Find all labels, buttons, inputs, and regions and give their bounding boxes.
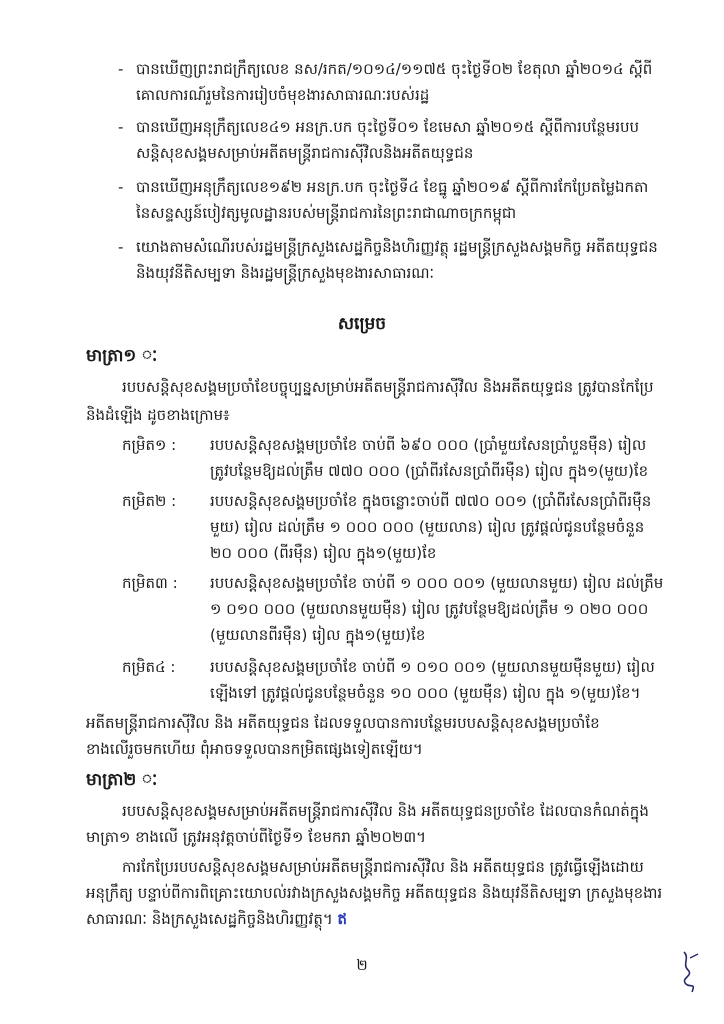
article-2-para-2-line-1: ការកែប្រែរបបសន្តិសុខសង្គមសម្រាប់អតីតមន្ត្រីរាជការស៊ីវិល និង អតីតយុទ្ធជន ត្រូវធ្វើឡើងដោយ bbox=[122, 858, 644, 876]
bullet-2-line-2: សន្តិសុខសង្គមសម្រាប់អតីតមន្ត្រីរាជការស៊ីវិលនិងអតីតយុទ្ធជន bbox=[136, 144, 474, 162]
level-1-line-1: របបសន្តិសុខសង្គមប្រចាំខែ ចាប់ពី ៦៩០ ០០០ (ប្រាំមួយសែនប្រាំបួនម៉ឺន) រៀល bbox=[210, 436, 647, 454]
article-1-title: មាត្រា១ ៈ bbox=[86, 346, 158, 366]
signature-mark bbox=[676, 948, 706, 996]
level-2-line-3: ២០ ០០០ (ពីរម៉ឺន) រៀល ក្នុង១(មួយ)ខែ bbox=[210, 544, 437, 562]
article-1-intro-line-1: របបសន្តិសុខសង្គមប្រចាំខែបច្ចុប្បន្នសម្រាប់អតីតមន្ត្រីរាជការស៊ីវិល និងអតីតយុទ្ធជន ត្រូវបានកែប្រែ bbox=[122, 378, 654, 396]
level-1-label: កម្រិត១ : bbox=[122, 436, 177, 454]
bullet-3-line-1: បានឃើញអនុក្រឹត្យលេខ១៩២ អនក្រ.បក ចុះថ្ងៃទី៤ ខែធ្នូ ឆ្នាំ២០១៩ ស្តីពីការកែប្រែតម្លៃឯកតា bbox=[136, 178, 649, 196]
level-2-line-2: មួយ) រៀល ដល់ត្រឹម ១ ០០០ ០០០ (មួយលាន) រៀល ត្រូវផ្តល់ជូនបន្ថែមចំនួន bbox=[210, 518, 645, 536]
decision-heading: សម្រេច bbox=[337, 314, 387, 334]
bullet-dash: - bbox=[118, 178, 124, 196]
bullet-dash: - bbox=[118, 238, 124, 256]
bullet-2-line-1: បានឃើញអនុក្រឹត្យលេខ៤១ អនក្រ.បក ចុះថ្ងៃទី០១ ខែមេសា ឆ្នាំ២០១៥ ស្តីពីការបន្ថែមរបប bbox=[136, 118, 640, 136]
level-3-label: កម្រិត៣ : bbox=[122, 574, 178, 592]
bullet-1-line-2: គោលការណ៍រួមនៃការរៀបចំមុខងារសាធារណៈរបស់រដ្ឋ bbox=[136, 86, 430, 104]
level-3-line-3: (មួយលានពីរម៉ឺន) រៀល ក្នុង១(មួយ)ខែ bbox=[210, 626, 426, 644]
bullet-dash: - bbox=[118, 118, 124, 136]
article-1-intro-line-2: និងដំឡើង ដូចខាងក្រោម៖ bbox=[86, 406, 230, 424]
bullet-4-line-2: និងយុវនីតិសម្បទា និងរដ្ឋមន្ត្រីក្រសួងមុខងារសាធារណៈ bbox=[136, 264, 435, 282]
article-2-para-2-line-2: អនុក្រឹត្យ បន្ទាប់ពីការពិគ្រោះយោបល់រវាងក្រសួងសង្គមកិច្ច អតីតយុទ្ធជន និងយុវនីតិសម្បទា ក្រសួងមុខងារ bbox=[86, 884, 663, 902]
level-4-line-1: របបសន្តិសុខសង្គមប្រចាំខែ ចាប់ពី ១ ០១០ ០០១ (មួយលានមួយម៉ឺនមួយ) រៀល bbox=[210, 658, 655, 676]
bullet-dash: - bbox=[118, 60, 124, 78]
bullet-1-line-1: បានឃើញព្រះរាជក្រឹត្យលេខ នស/រកត/១០១៤/១១៧៥ ចុះថ្ងៃទី០២ ខែតុលា ឆ្នាំ២០១៤ ស្តីពី bbox=[136, 60, 653, 78]
article-1-closing-line-1: អតីតមន្ត្រីរាជការស៊ីវិល និង អតីតយុទ្ធជន ដែលទទួលបានការបន្ថែមរបបសន្តិសុខសង្គមប្រចាំខែ bbox=[86, 714, 600, 732]
handwritten-initial: ឥ bbox=[337, 910, 348, 928]
article-2-title: មាត្រា២ ៈ bbox=[86, 770, 158, 790]
article-2-para-2-line-3-text: សាធារណៈ និងក្រសួងសេដ្ឋកិច្ចនិងហិរញ្ញវត្ថុ។ bbox=[86, 910, 333, 928]
level-3-line-1: របបសន្តិសុខសង្គមប្រចាំខែ ចាប់ពី ១ ០០០ ០០១ (មួយលានមួយ) រៀល ដល់ត្រឹម bbox=[210, 574, 664, 592]
level-2-line-1: របបសន្តិសុខសង្គមប្រចាំខែ ក្នុងចន្លោះចាប់ពី ៧៧០ ០០១ (ប្រាំពីរសែនប្រាំពីរម៉ឺន bbox=[210, 492, 652, 510]
bullet-4-line-1: យោងតាមសំណើរបស់រដ្ឋមន្ត្រីក្រសួងសេដ្ឋកិច្ចនិងហិរញ្ញវត្ថុ រដ្ឋមន្ត្រីក្រសួងសង្គមកិច្ច អតីតយុទ្ធជន bbox=[136, 238, 658, 256]
page-number: ២ bbox=[356, 956, 368, 974]
article-1-closing-line-2: ខាងលើរួចមកហើយ ពុំអាចទទួលបានកម្រិតផ្សេងទៀតឡើយ។ bbox=[86, 740, 423, 758]
level-1-line-2: ត្រូវបន្ថែមឱ្យដល់ត្រឹម ៧៧០ ០០០ (ប្រាំពីរសែនប្រាំពីរម៉ឺន) រៀល ក្នុង១(មួយ)ខែ bbox=[210, 462, 649, 480]
level-4-line-2: ឡើងទៅ ត្រូវផ្តល់ជូនបន្ថែមចំនួន ១០ ០០០ (មួយម៉ឺន) រៀល ក្នុង ១(មួយ)ខែ។ bbox=[210, 684, 641, 702]
bullet-3-line-2: នៃសន្ទស្សន៍បៀវត្សមូលដ្ឋានរបស់មន្ត្រីរាជការនៃព្រះរាជាណាចក្រកម្ពុជា bbox=[136, 204, 517, 222]
article-2-para-1-line-2: មាត្រា១ ខាងលើ ត្រូវអនុវត្តចាប់ពីថ្ងៃទី១ ខែមករា ឆ្នាំ២០២៣។ bbox=[86, 828, 427, 846]
level-4-label: កម្រិត៤ : bbox=[122, 658, 176, 676]
level-2-label: កម្រិត២ : bbox=[122, 492, 177, 510]
article-2-para-1-line-1: របបសន្តិសុខសង្គមសម្រាប់អតីតមន្ត្រីរាជការស៊ីវិល និង អតីតយុទ្ធជនប្រចាំខែ ដែលបានកំណត់ក្នុង bbox=[122, 802, 649, 820]
level-3-line-2: ១ ០១០ ០០០ (មួយលានមួយម៉ឺន) រៀល ត្រូវបន្ថែមឱ្យដល់ត្រឹម ១ ០២០ ០០០ bbox=[210, 600, 649, 618]
article-2-para-2-line-3 bbox=[86, 908, 347, 930]
